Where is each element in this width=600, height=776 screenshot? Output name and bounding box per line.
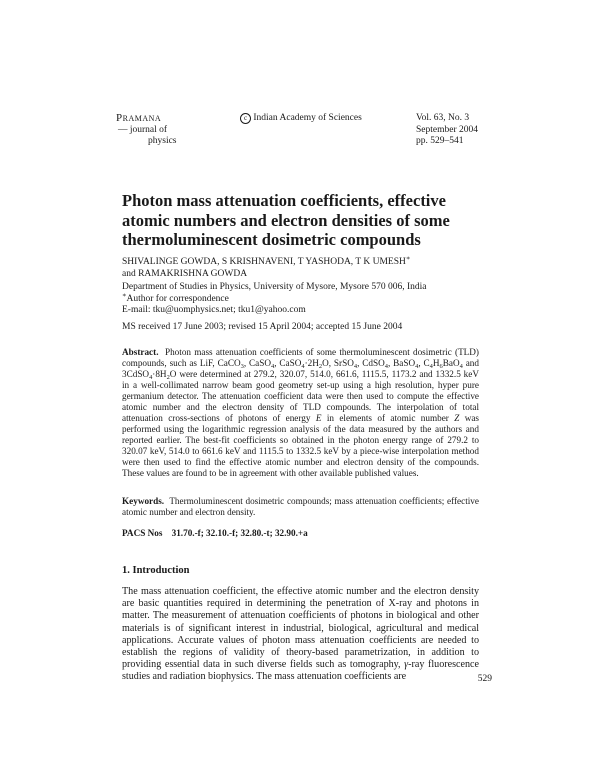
title-line: Photon mass attenuation coefficients, effective bbox=[122, 191, 446, 210]
subscript: 4 bbox=[270, 363, 275, 370]
abstract-text: H bbox=[432, 358, 440, 368]
subscript: 2 bbox=[318, 363, 323, 370]
pacs bbox=[122, 528, 479, 539]
journal-name: Pramana bbox=[116, 112, 162, 124]
abstract-text: and 3CdSO bbox=[122, 358, 479, 379]
math-variable: E bbox=[315, 413, 322, 423]
subscript: 2 bbox=[166, 374, 170, 381]
author-names: SHIVALINGE GOWDA, S KRISHNAVENI, T YASHODA, T K UMESH bbox=[122, 257, 406, 267]
pacs-label: PACS Nos bbox=[122, 528, 163, 538]
affiliation: Department of Studies in Physics, University of Mysore, Mysore 570 006, India bbox=[122, 282, 427, 292]
paper-title bbox=[122, 191, 502, 250]
journal-block bbox=[116, 113, 206, 148]
author-block bbox=[122, 254, 522, 317]
title-line: atomic numbers and electron densities of some bbox=[122, 210, 450, 230]
subscript: 4 bbox=[429, 363, 433, 370]
abstract-text: , CaSO bbox=[274, 358, 302, 368]
subscript: 4 bbox=[384, 363, 388, 370]
subscript: 3 bbox=[240, 363, 244, 370]
body-text: The mass attenuation coefficient, the effective atomic number and the electron density are basic quantities required in determining the penetration of X-ray and photons in matter. The measurement of attenuation coefficients of photons in biological and other materials is of significant interest in industrial, biological, agricultural and medical applications. Accurate values of photon mass attenuation coefficients are needed to establish the regions of validity of theory-based parametrization, in addition to providing essential data in such diverse fields such as tomography, bbox=[122, 586, 479, 671]
section-body bbox=[122, 586, 479, 684]
abstract-text: , BaSO bbox=[387, 358, 416, 368]
correspondence-text: Author for correspondence bbox=[126, 293, 229, 304]
correspondence-note bbox=[122, 291, 522, 306]
subscript: 4 bbox=[301, 363, 305, 370]
math-variable: Z bbox=[454, 413, 460, 423]
abstract-text: in elements of atomic number bbox=[321, 413, 455, 423]
author-list-line-2: and RAMAKRISHNA GOWDA bbox=[122, 268, 248, 279]
page-number: 529 bbox=[477, 674, 492, 684]
section-heading: 1. Introduction bbox=[122, 565, 190, 576]
journal-subtitle-1: — journal of bbox=[118, 124, 168, 135]
publisher-name: Indian Academy of Sciences bbox=[253, 113, 362, 123]
subscript: 6 bbox=[439, 363, 443, 370]
body-text: -ray fluorescence studies and radiation biophysics. The mass attenuation coefficients are bbox=[122, 659, 479, 683]
subscript: 4 bbox=[353, 363, 358, 370]
abstract-text: O, SrSO bbox=[322, 358, 354, 368]
manuscript-dates: MS received 17 June 2003; revised 15 April 2004; accepted 15 June 2004 bbox=[122, 322, 403, 332]
abstract-text: O were determined at 279.2, 320.07, 514.0, 661.6, 1115.5, 1173.2 and 1332.5 keV in a well-collimated narrow beam good geometry set-up using a high resolution, hyper pure germanium detector. The attenuation coefficient data were then used to compute the effective atomic number and the electron density of TLD compounds. The interpolation of total attenuation cross-sections of photons of energy bbox=[122, 369, 479, 423]
abstract-label: Abstract. bbox=[122, 347, 159, 357]
abstract-text: Photon mass attenuation coefficients of some thermoluminescent dosimetric (TLD) compounds, such as LiF, CaCO bbox=[122, 347, 479, 368]
issue-date: September 2004 bbox=[416, 124, 479, 135]
abstract-text: was performed using the logarithmic regression analysis of the data measured by the authors and reported earlier. The best-fit coefficients so obtained in the photon energy range of 279.2 to 320.07 keV, 514.0 to 661.6 keV and 1115.5 to 1332.5 keV by a piece-wise interpolation method were then used to find the effective atomic number and electron density of the compounds. These values are found to be in agreement with other available published values. bbox=[122, 413, 479, 478]
abstract-text: , CdSO bbox=[357, 358, 385, 368]
publisher-block bbox=[240, 113, 410, 125]
keywords-label: Keywords. bbox=[122, 496, 165, 506]
author-list-line-1 bbox=[122, 254, 522, 269]
title-line: thermoluminescent dosimetric compounds bbox=[122, 230, 421, 249]
email-line: E-mail: tku@uomphysics.net; tku1@yahoo.com bbox=[122, 305, 306, 315]
issue-block bbox=[416, 113, 516, 148]
pacs-codes: 31.70.-f; 32.10.-f; 32.80.-t; 32.90.+a bbox=[171, 528, 308, 538]
page-range: pp. 529–541 bbox=[416, 136, 464, 146]
subscript: 4 bbox=[459, 363, 463, 370]
abstract-text: BaO bbox=[442, 358, 460, 368]
corresponding-mark: ∗ bbox=[405, 254, 411, 262]
abstract-text: ·2H bbox=[304, 358, 319, 368]
journal-subtitle-2: physics bbox=[148, 136, 177, 146]
copyright-icon: c bbox=[240, 113, 251, 124]
volume-info: Vol. 63, No. 3 bbox=[416, 113, 470, 123]
keywords-text: Thermoluminescent dosimetric compounds; mass attenuation coefficients; effective atomic number and electron density. bbox=[122, 496, 479, 517]
math-symbol: γ bbox=[404, 659, 409, 671]
subscript: 4 bbox=[415, 363, 419, 370]
correspondence-mark: ∗ bbox=[122, 291, 127, 299]
abstract-text: , CaSO bbox=[243, 358, 271, 368]
abstract-text: ·8H bbox=[152, 369, 167, 379]
abstract-text: , C bbox=[418, 358, 430, 368]
abstract bbox=[122, 347, 479, 479]
keywords bbox=[122, 496, 479, 518]
subscript: 4 bbox=[149, 374, 153, 381]
